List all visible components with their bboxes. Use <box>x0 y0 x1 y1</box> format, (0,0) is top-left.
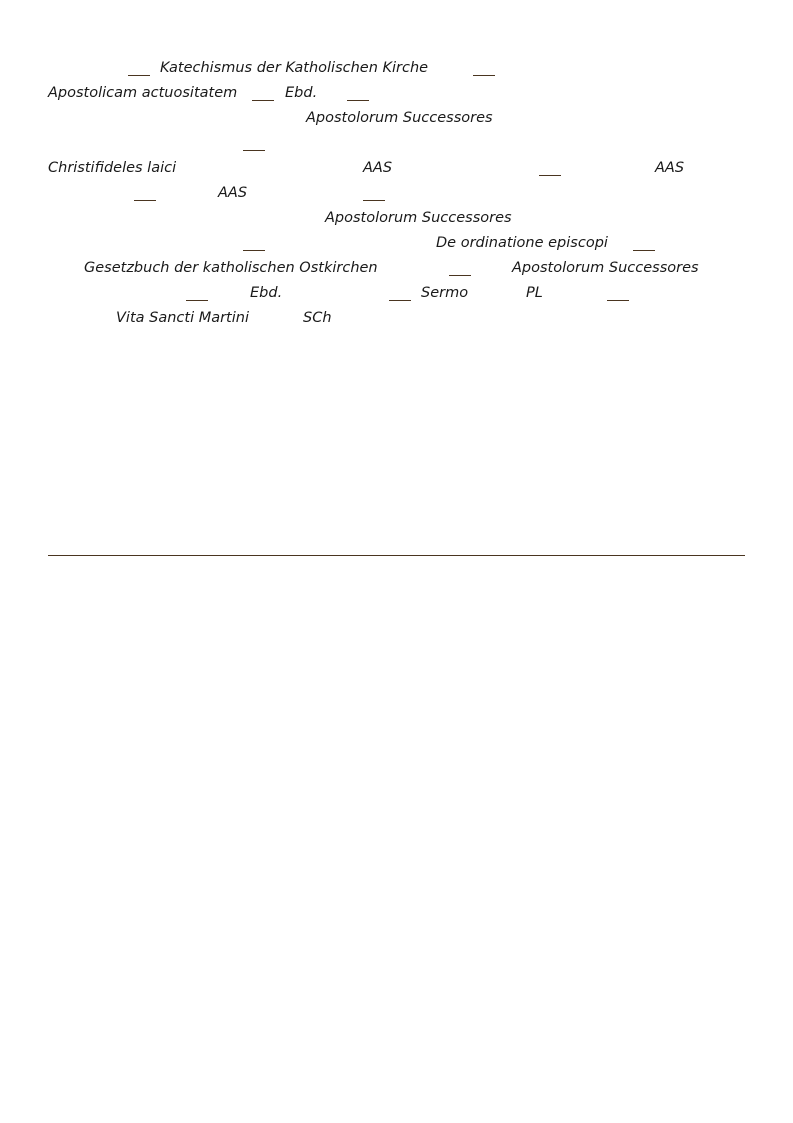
footnote-separator <box>48 555 745 556</box>
citation-aas: AAS <box>218 185 248 201</box>
citation-title: Vita Sancti Martini <box>116 310 249 326</box>
citation-aas: AAS <box>363 160 393 176</box>
citation-title: Christifideles laici <box>48 160 177 176</box>
citation-title: Katechismus der Katholischen Kirche <box>160 60 429 76</box>
footnote-marker <box>243 150 265 151</box>
footnote-marker <box>243 250 265 251</box>
footnote-marker <box>539 175 561 176</box>
citation-sermo: Sermo <box>421 285 469 301</box>
footnote-marker <box>633 250 655 251</box>
citation-pl: PL <box>526 285 543 301</box>
citation-ibid: Ebd. <box>250 285 283 301</box>
footnote-marker <box>449 275 471 276</box>
footnote-marker <box>363 200 385 201</box>
footnote-marker <box>347 100 369 101</box>
footnote-marker <box>607 300 629 301</box>
citation-title: Apostolorum Successores <box>325 210 512 226</box>
footnote-marker <box>128 75 150 76</box>
footnote-marker <box>252 100 274 101</box>
footnote-marker <box>389 300 411 301</box>
footnote-marker <box>186 300 208 301</box>
footnote-marker <box>473 75 495 76</box>
citation-title: Apostolicam actuositatem <box>48 85 238 101</box>
footnote-marker <box>134 200 156 201</box>
citation-title: Apostolorum Successores <box>306 110 493 126</box>
citation-title: Apostolorum Successores <box>512 260 699 276</box>
citation-aas: AAS <box>655 160 685 176</box>
citation-sch: SCh <box>303 310 332 326</box>
citation-title: Gesetzbuch der katholischen Ostkirchen <box>84 260 378 276</box>
citation-ibid: Ebd. <box>285 85 318 101</box>
citation-title: De ordinatione episcopi <box>436 235 608 251</box>
